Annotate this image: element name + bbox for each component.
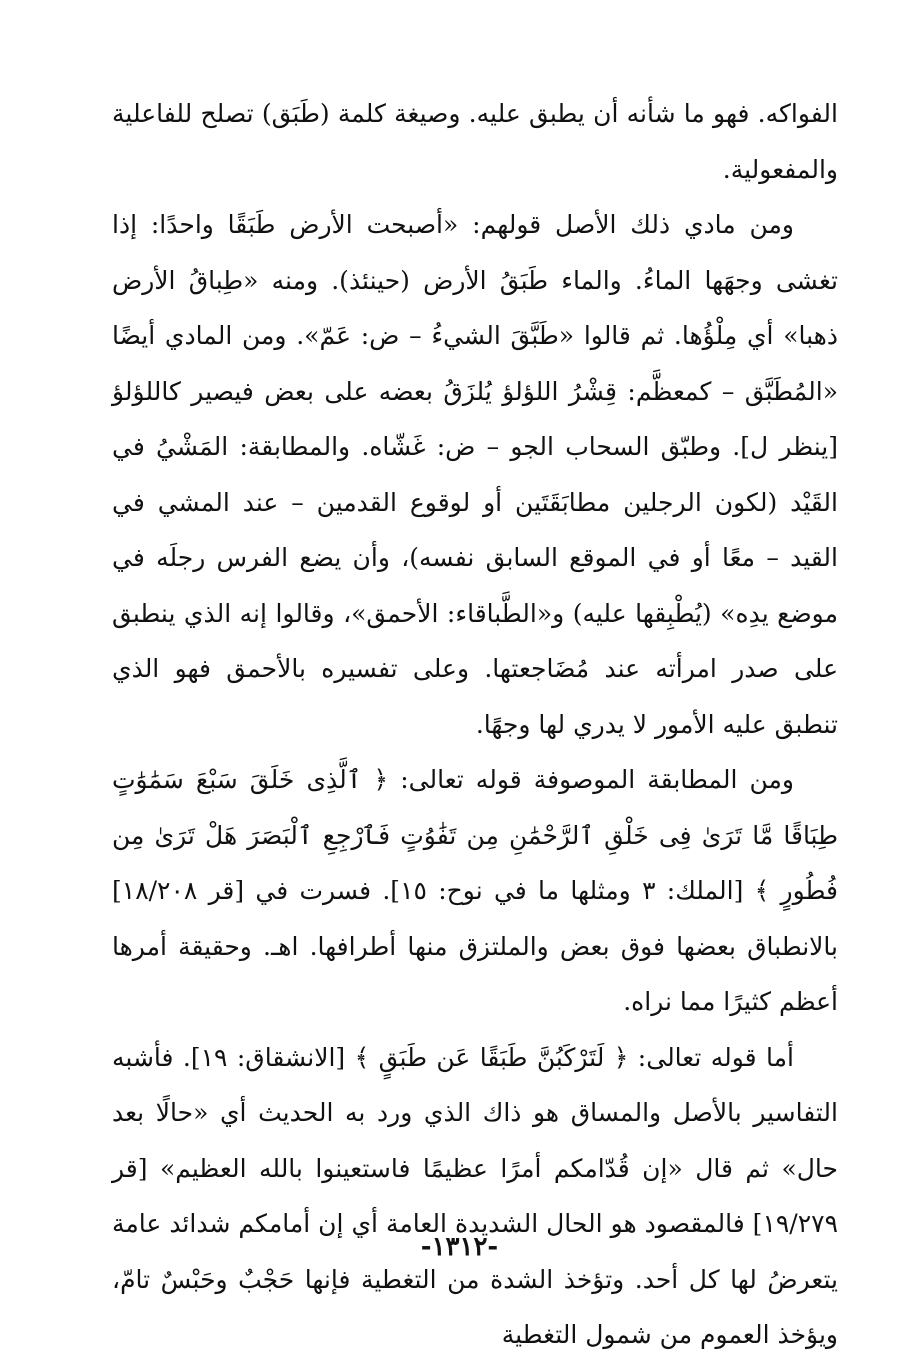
paragraph-continuation: الفواكه. فهو ما شأنه أن يطبق عليه. وصيغة كلمة (طَبَق) تصلح للفاعلية والمفعولية. bbox=[112, 99, 838, 184]
paragraph-physical-origin: ومن مادي ذلك الأصل قولهم: «أصبحت الأرض طَبَقًا واحدًا: إذا تغشى وجهَها الماءُ. والماء طَبَقُ الأرض (حينئذ). ومنه «طِباقُ الأرض ذهبا» أي مِلْؤُها. ثم قالوا «طَبَّقَ الشيءُ – ض: عَمّ». ومن المادي أيضًا «المُطَبَّق – كمعظَّم: قِشْرُ اللؤلؤ يُلزَقُ بعضه على بعض فيصير كاللؤلؤ [ينظر ل]. وطبّق السحاب الجو – ض: غَشّاه. والمطابقة: المَشْيُ في القَيْد (لكون الرجلين مطابَقَتَين أو لوقوع القدمين – عند المشي في القيد – معًا أو في الموقع السابق نفسه)، وأن يضع الفرس رجلَه في موضع يدِه» (يُطْبِقها عليه) و«الطَّباقاء: الأحمق»، وقالوا إنه الذي ينطبق على صدر امرأته عند مُضَاجعتها. وعلى تفسيره بالأحمق فهو الذي تنطبق عليه الأمور لا يدري لها وجهًا. bbox=[112, 210, 838, 739]
page-number: -١٣١٢- bbox=[420, 1232, 499, 1262]
paragraph-quran-mulk: ومن المطابقة الموصوفة قوله تعالى: ﴿ ٱلَّذِى خَلَقَ سَبْعَ سَمَٰوَٰتٍ طِبَاقًا مَّا تَرَىٰ فِى خَلْقِ ٱلرَّحْمَٰنِ مِن تَفَٰوُتٍ فَٱرْجِعِ ٱلْبَصَرَ هَلْ تَرَىٰ مِن فُطُورٍ ﴾ [الملك: ٣ ومثلها ما في نوح: ١٥]. فسرت في [قر ١٨/٢٠٨] بالانطباق بعضها فوق بعض والملتزق منها أطرافها. اهـ. وحقيقة أمرها أعظم كثيرًا مما نراه. bbox=[112, 765, 839, 1016]
page-body-text bbox=[112, 86, 838, 1363]
paragraph-quran-inshiqaq: أما قوله تعالى: ﴿ لَتَرْكَبُنَّ طَبَقًا عَن طَبَقٍ ﴾ [الانشقاق: ١٩]. فأشبه التفاسير بالأصل والمساق هو ذاك الذي ورد به الحديث أي «حالًا بعد حال» ثم قال «إن قُدّامكم أمرًا عظيمًا فاستعينوا بالله العظيم» [قر ١٩/٢٧٩] فالمقصود هو الحال الشديدة العامة أي إن أمامكم شدائد عامة يتعرضُ لها كل أحد. وتؤخذ الشدة من التغطية فإنها حَجْبٌ وحَبْسٌ تامّ، ويؤخذ العموم من شمول التغطية bbox=[112, 1042, 838, 1349]
